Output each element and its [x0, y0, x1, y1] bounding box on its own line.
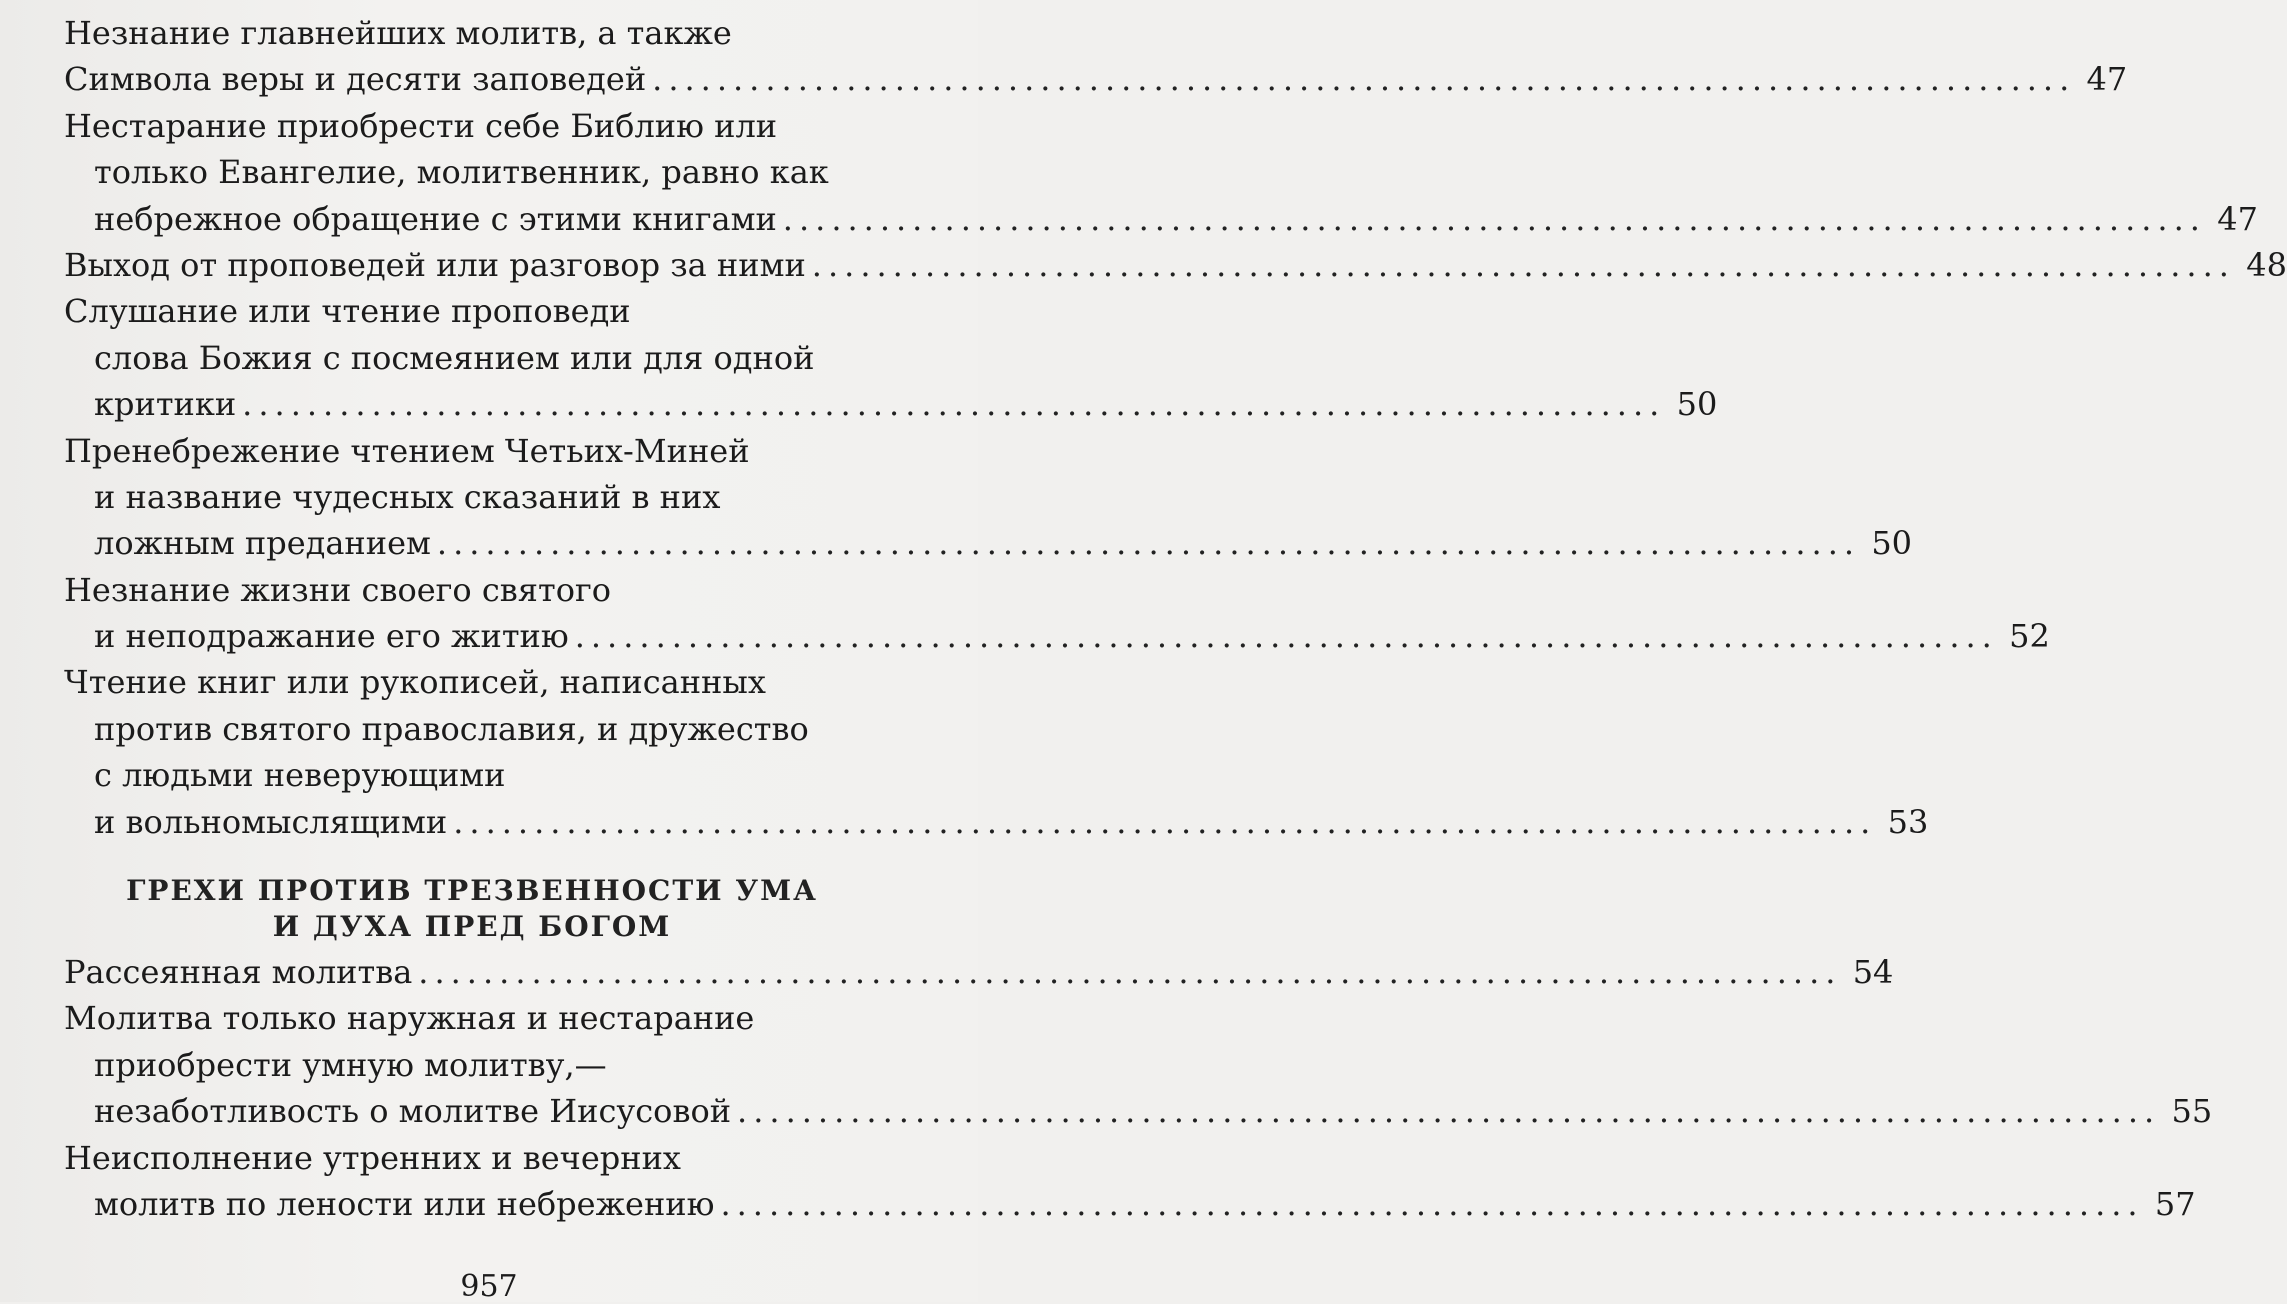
- leader-dots: ........................................................................................: [811, 245, 2235, 284]
- page-number: 52: [2009, 617, 2050, 656]
- page-number: 47: [2086, 60, 2128, 99]
- toc-entry: [64, 10, 2128, 103]
- toc-entry: [64, 103, 2258, 242]
- leader-dots: ........................................................................................: [720, 1184, 2144, 1223]
- toc-entry-line: против святого православия, и дружество: [94, 709, 809, 748]
- toc-entry: [64, 242, 2287, 288]
- toc-entry-line: Рассеянная молитва ........................................................................................ 54: [64, 949, 880, 995]
- toc-entry-line: критики ........................................................................................ 50: [64, 381, 880, 427]
- toc-entry-line: Пренебрежение чтением Четьих-Миней: [64, 431, 750, 470]
- toc-entry-line: с людьми неверующими: [94, 756, 506, 795]
- toc-entry-line: Чтение книг или рукописей, написанных: [64, 663, 766, 702]
- leader-dots: ........................................................................................: [418, 953, 1842, 992]
- page-number: 48: [2246, 245, 2287, 284]
- page-number: 50: [1676, 385, 1718, 424]
- leader-dots: ........................................................................................: [436, 524, 1861, 563]
- toc-entry: [64, 949, 1894, 995]
- toc-entry-line: незаботливость о молитве Иисусовой ........................................................................................ 55: [64, 1088, 880, 1134]
- leader-dots: ........................................................................................: [453, 802, 1877, 841]
- page-number: 53: [1887, 802, 1929, 841]
- toc-entry-line: ложным преданием ........................................................................................ 50: [64, 520, 880, 566]
- toc-entry-line: Незнание жизни своего святого: [64, 570, 611, 609]
- toc-entry-line: Неисполнение утренних и вечерних: [64, 1138, 681, 1177]
- toc-entry-line: Слушание или чтение проповеди: [64, 292, 631, 331]
- toc-entry: [64, 995, 2213, 1134]
- page-number: 57: [2154, 1184, 2196, 1223]
- toc-entry: [64, 428, 1913, 567]
- section-heading-line: ГРЕХИ ПРОТИВ ТРЕЗВЕННОСТИ УМА: [126, 874, 818, 908]
- leader-dots: ........................................................................................: [574, 617, 1998, 656]
- toc-entry-line: молитв по лености или небрежению ........................................................................................ 57: [64, 1181, 880, 1227]
- toc-entry-line: и название чудесных сказаний в них: [94, 477, 721, 516]
- toc-entry-line: Незнание главнейших молитв, а также: [64, 14, 732, 52]
- table-of-contents: [64, 10, 2287, 1227]
- toc-entry: [64, 659, 1929, 845]
- toc-entry-line: только Евангелие, молитвенник, равно как: [94, 153, 829, 192]
- toc-entry: [64, 1135, 2196, 1228]
- toc-entry-line: слова Божия с посмеянием или для одной: [94, 338, 815, 377]
- leader-dots: ........................................................................................: [782, 199, 2206, 238]
- toc-entry-line: Выход от проповедей или разговор за ними ........................................................................................ 48: [64, 242, 880, 288]
- toc-group-top: [64, 10, 2287, 845]
- toc-entry-line: Символа веры и десяти заповедей ........................................................................................ 47: [64, 56, 880, 102]
- section-heading-line: И ДУХА ПРЕД БОГОМ: [272, 910, 672, 944]
- leader-dots: ........................................................................................: [652, 60, 2076, 99]
- toc-entry-line: и неподражание его житию ........................................................................................ 52: [64, 613, 880, 659]
- page-folio-number: 957: [460, 1269, 518, 1304]
- toc-entry: [64, 288, 1718, 427]
- page-number: 54: [1852, 953, 1894, 992]
- toc-entry-line: небрежное обращение с этими книгами ........................................................................................ 47: [64, 196, 880, 242]
- page-number: 55: [2171, 1092, 2213, 1131]
- page-number: 50: [1871, 524, 1913, 563]
- toc-entry-line: и вольномыслящими ........................................................................................ 53: [64, 799, 880, 845]
- leader-dots: ........................................................................................: [242, 385, 1666, 424]
- toc-entry-line: Нестарание приобрести себе Библию или: [64, 106, 778, 145]
- toc-group-bottom: [64, 949, 2213, 1227]
- leader-dots: ........................................................................................: [737, 1092, 2161, 1131]
- toc-entry-line: приобрести умную молитву,—: [94, 1045, 607, 1084]
- page-number: 47: [2217, 199, 2258, 238]
- section-heading: [64, 873, 880, 945]
- toc-entry-line: Молитва только наружная и нестарание: [64, 999, 755, 1038]
- toc-entry: [64, 567, 2050, 660]
